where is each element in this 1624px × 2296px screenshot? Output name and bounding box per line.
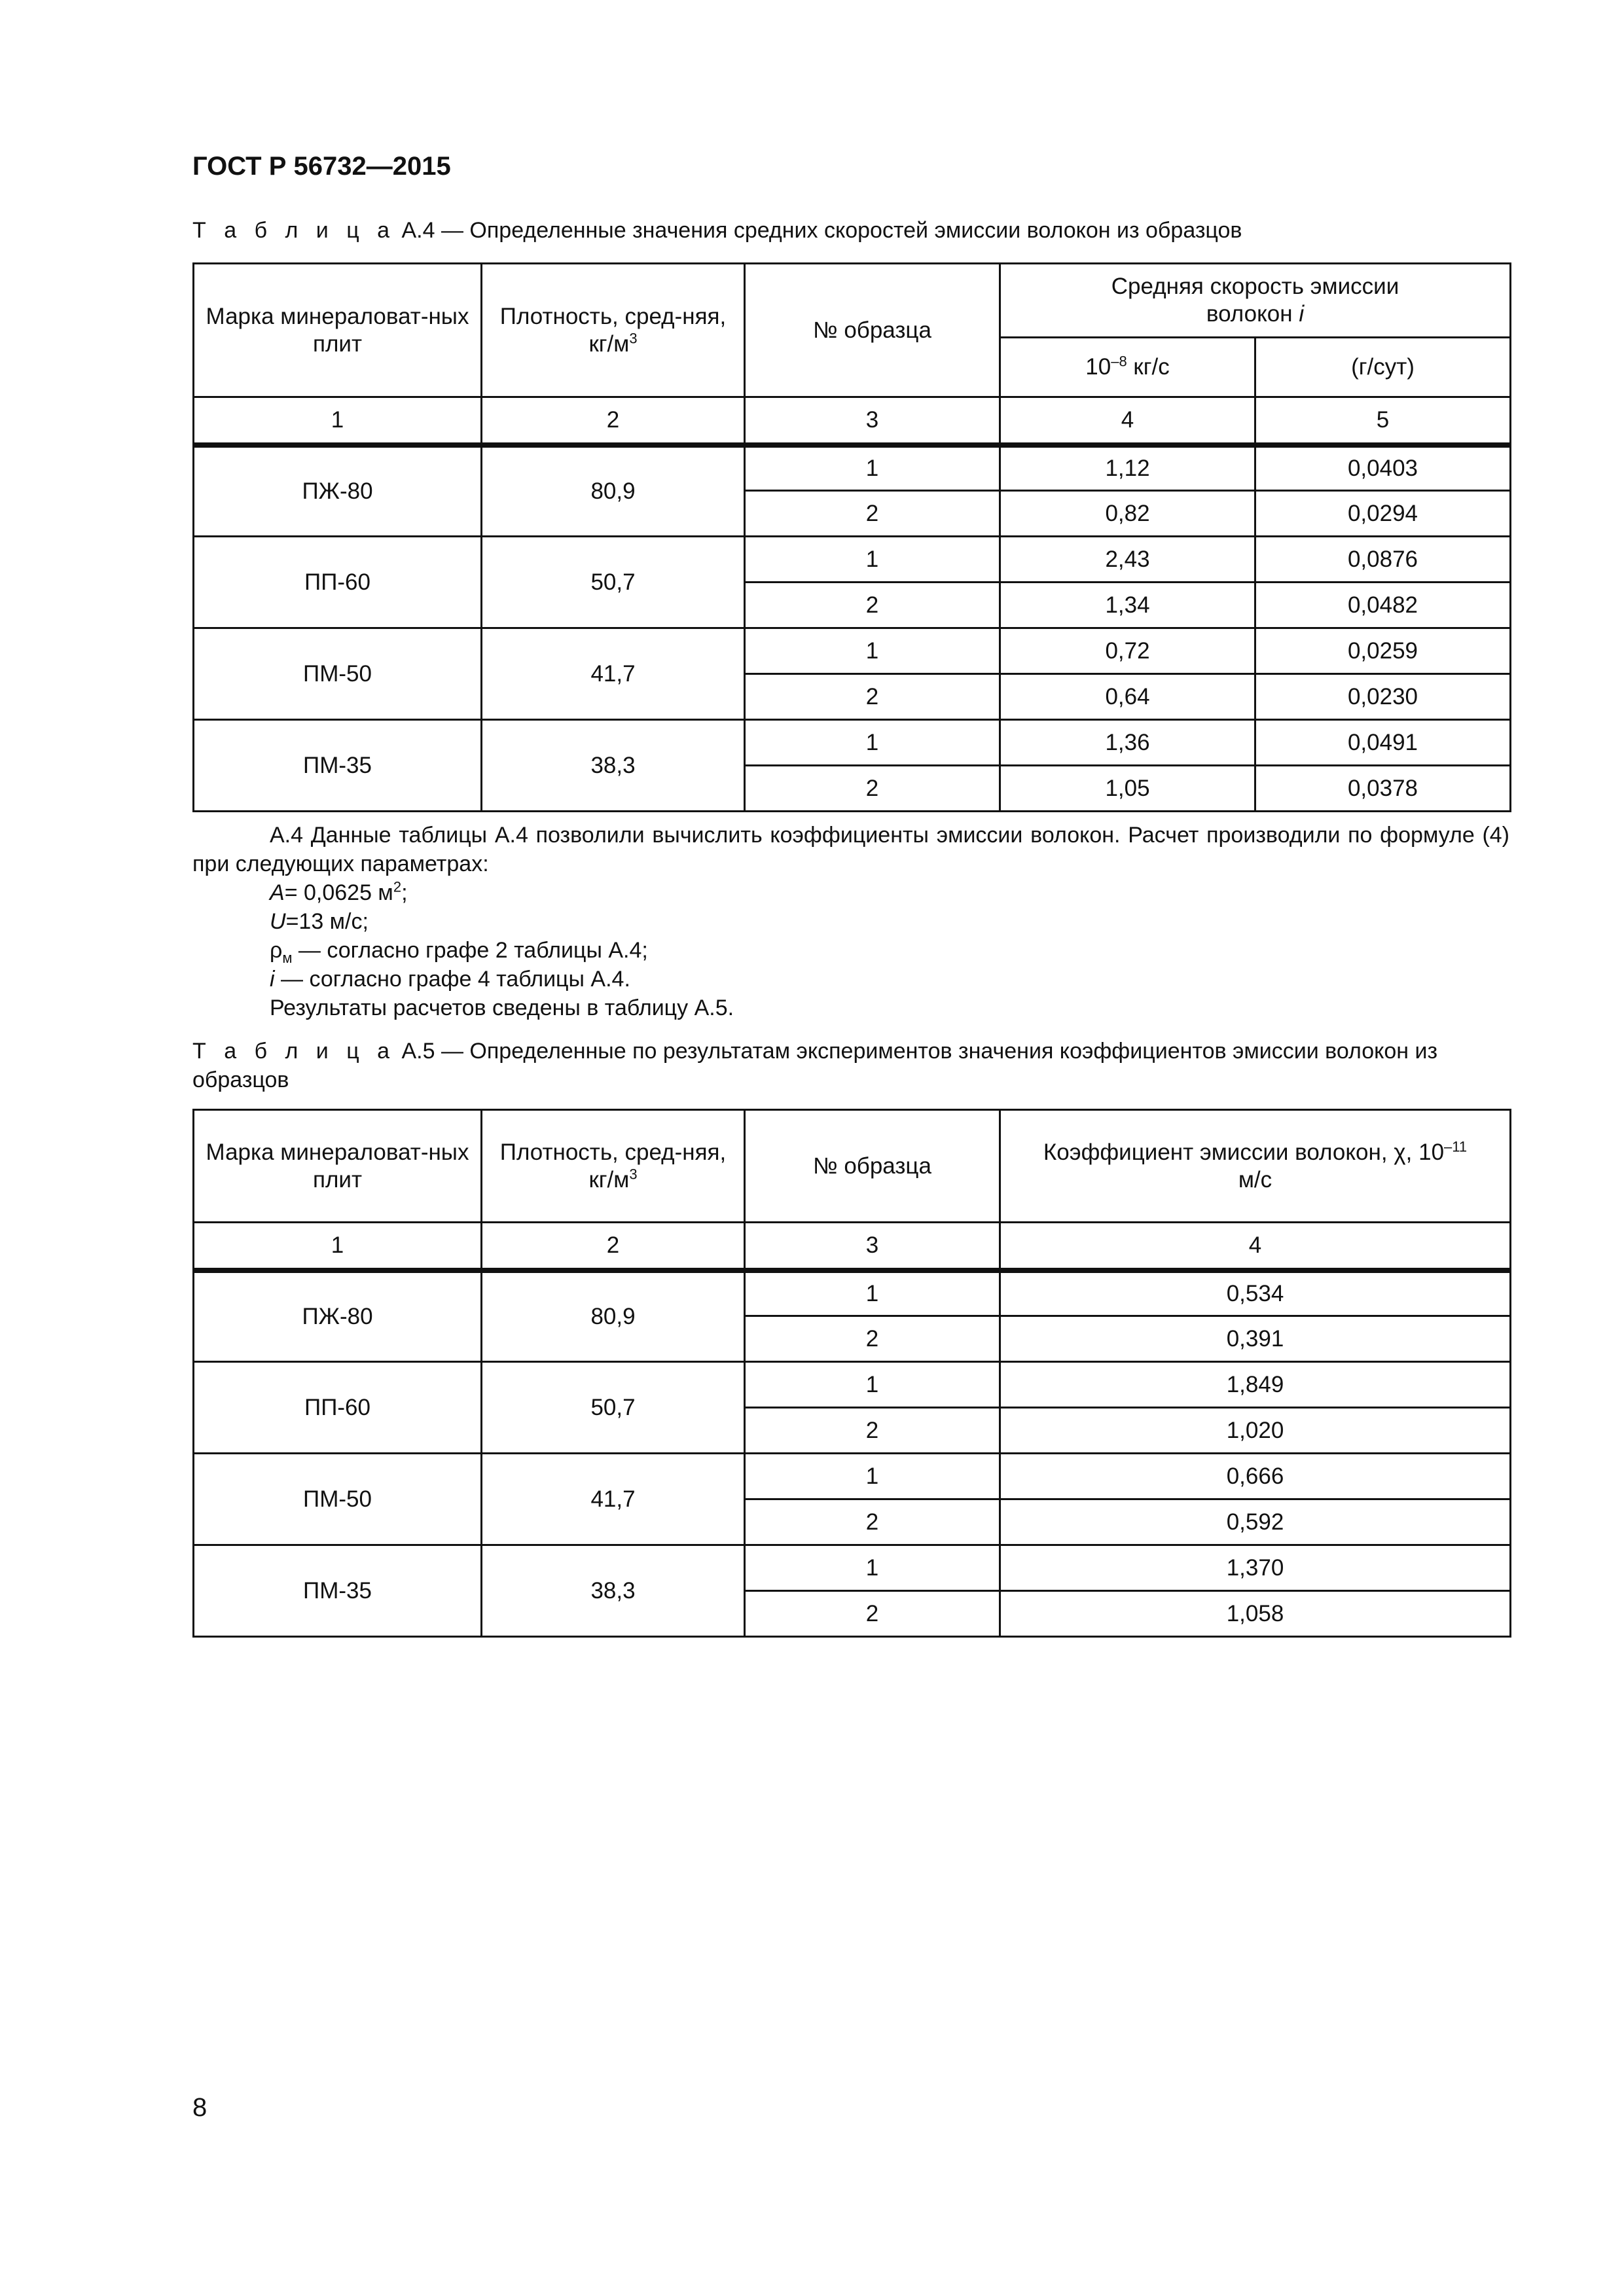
rate-g-day-cell: 0,0491 <box>1255 720 1511 766</box>
rate-g-day-cell: 0,0482 <box>1255 583 1511 628</box>
brand-cell: ПМ-50 <box>194 628 482 720</box>
paragraph-a4-text: А.4 Данные таблицы А.4 позволили вычислить коэффициенты эмиссии волокон. Расчет производили по формуле (4) при следующих параметрах: <box>192 823 1509 876</box>
table-a4-caption <box>192 216 1509 245</box>
rate-g-day-cell: 0,0294 <box>1255 491 1511 537</box>
table-row <box>194 1270 1511 1316</box>
coefficient-cell: 1,020 <box>1000 1408 1511 1454</box>
table-a5-header-coefficient: Коэффициент эмиссии волокон, χ, $10^{-11}$ м/с <box>1000 1110 1511 1223</box>
sample-cell: 2 <box>745 1408 1000 1454</box>
table-a4-header-unit-g-day: (г/сут) <box>1255 338 1511 397</box>
table-a5-caption <box>192 1037 1509 1094</box>
brand-cell: ПМ-35 <box>194 720 482 812</box>
table-a5-colnum: 4 <box>1000 1223 1511 1270</box>
density-cell: 50,7 <box>482 537 745 628</box>
rate-g-day-cell: 0,0259 <box>1255 628 1511 674</box>
page-number: 8 <box>192 2093 208 2122</box>
table-row <box>194 537 1511 583</box>
rate-g-day-cell: 0,0378 <box>1255 766 1511 812</box>
table-a4-colnum: 5 <box>1255 397 1511 445</box>
density-cell: 50,7 <box>482 1362 745 1454</box>
rate-kg-s-cell: 1,12 <box>1000 445 1255 491</box>
param-rho: $\rho_м$ — согласно графе 2 таблицы А.4; <box>270 938 648 966</box>
rate-kg-s-cell: 0,82 <box>1000 491 1255 537</box>
table-row <box>194 1454 1511 1499</box>
rate-g-day-cell: 0,0876 <box>1255 537 1511 583</box>
table-a4-caption-text: А.4 — Определенные значения средних скоростей эмиссии волокон из образцов <box>401 218 1242 243</box>
table-row <box>194 445 1511 491</box>
table-a4-colnum: 3 <box>745 397 1000 445</box>
density-cell: 80,9 <box>482 1270 745 1362</box>
sample-cell: 1 <box>745 1270 1000 1316</box>
sample-cell: 2 <box>745 766 1000 812</box>
paragraph-a4 <box>192 821 1509 1022</box>
table-a5-header-sample: № образца <box>745 1110 1000 1223</box>
sample-cell: 2 <box>745 1499 1000 1545</box>
coefficient-cell: 0,592 <box>1000 1499 1511 1545</box>
table-a4-colnum: 4 <box>1000 397 1255 445</box>
rate-kg-s-cell: 1,36 <box>1000 720 1255 766</box>
coefficient-cell: 1,849 <box>1000 1362 1511 1408</box>
sample-cell: 1 <box>745 1362 1000 1408</box>
brand-cell: ПМ-50 <box>194 1454 482 1545</box>
sample-cell: 1 <box>745 720 1000 766</box>
table-a4-header-unit-kg-s: $10^{-8}$ кг/с <box>1000 338 1255 397</box>
brand-cell: ПМ-35 <box>194 1545 482 1637</box>
density-cell: 38,3 <box>482 1545 745 1637</box>
param-u: U=13 м/с; <box>270 909 369 934</box>
sample-cell: 1 <box>745 445 1000 491</box>
table-a4-header-rate: Средняя скорость эмиссии волокон i <box>1000 264 1511 338</box>
sample-cell: 2 <box>745 1591 1000 1637</box>
sample-cell: 2 <box>745 583 1000 628</box>
rate-g-day-cell: 0,0403 <box>1255 445 1511 491</box>
brand-cell: ПЖ-80 <box>194 1270 482 1362</box>
brand-cell: ПП-60 <box>194 1362 482 1454</box>
rate-kg-s-cell: 0,72 <box>1000 628 1255 674</box>
table-a4-colnum: 1 <box>194 397 482 445</box>
coefficient-cell: 1,058 <box>1000 1591 1511 1637</box>
table-a4-caption-label: Т а б л и ц а <box>192 218 396 243</box>
rate-kg-s-cell: 0,64 <box>1000 674 1255 720</box>
table-a5-caption-text: А.5 — Определенные по результатам экспериментов значения коэффициентов эмиссии волокон из образцов <box>192 1039 1438 1092</box>
table-a5-colnum: 2 <box>482 1223 745 1270</box>
rate-kg-s-cell: 2,43 <box>1000 537 1255 583</box>
table-row <box>194 720 1511 766</box>
table-row <box>194 1545 1511 1591</box>
brand-cell: ПЖ-80 <box>194 445 482 537</box>
table-a4-header-density: Плотность, сред-няя, $кг/м^3$ <box>482 264 745 397</box>
density-cell: 41,7 <box>482 1454 745 1545</box>
param-i: i — согласно графе 4 таблицы А.4. <box>270 967 630 992</box>
coefficient-cell: 0,666 <box>1000 1454 1511 1499</box>
coefficient-cell: 0,534 <box>1000 1270 1511 1316</box>
document-header: ГОСТ Р 56732—2015 <box>192 152 451 181</box>
sample-cell: 2 <box>745 1316 1000 1362</box>
brand-cell: ПП-60 <box>194 537 482 628</box>
table-row <box>194 628 1511 674</box>
param-a: A= 0,0625 $м^2$; <box>270 878 408 905</box>
coefficient-cell: 1,370 <box>1000 1545 1511 1591</box>
density-cell: 80,9 <box>482 445 745 537</box>
sample-cell: 1 <box>745 1545 1000 1591</box>
sample-cell: 1 <box>745 1454 1000 1499</box>
density-cell: 38,3 <box>482 720 745 812</box>
sample-cell: 1 <box>745 537 1000 583</box>
rate-kg-s-cell: 1,34 <box>1000 583 1255 628</box>
coefficient-cell: 0,391 <box>1000 1316 1511 1362</box>
table-a5-caption-label: Т а б л и ц а <box>192 1039 396 1064</box>
rate-kg-s-cell: 1,05 <box>1000 766 1255 812</box>
rate-g-day-cell: 0,0230 <box>1255 674 1511 720</box>
table-a5-colnum: 1 <box>194 1223 482 1270</box>
sample-cell: 1 <box>745 628 1000 674</box>
table-a5-colnum: 3 <box>745 1223 1000 1270</box>
table-a5-header-density: Плотность, сред-няя, $кг/м^3$ <box>482 1110 745 1223</box>
table-row <box>194 1362 1511 1408</box>
density-cell: 41,7 <box>482 628 745 720</box>
table-a4-header-brand: Марка минераловат-ных плит <box>194 264 482 397</box>
table-a5 <box>192 1109 1511 1638</box>
table-a5-header-brand: Марка минераловат-ных плит <box>194 1110 482 1223</box>
table-a4-colnum: 2 <box>482 397 745 445</box>
table-a4-header-sample: № образца <box>745 264 1000 397</box>
paragraph-result: Результаты расчетов сведены в таблицу А.5. <box>270 996 734 1020</box>
sample-cell: 2 <box>745 491 1000 537</box>
table-a4 <box>192 262 1511 812</box>
sample-cell: 2 <box>745 674 1000 720</box>
